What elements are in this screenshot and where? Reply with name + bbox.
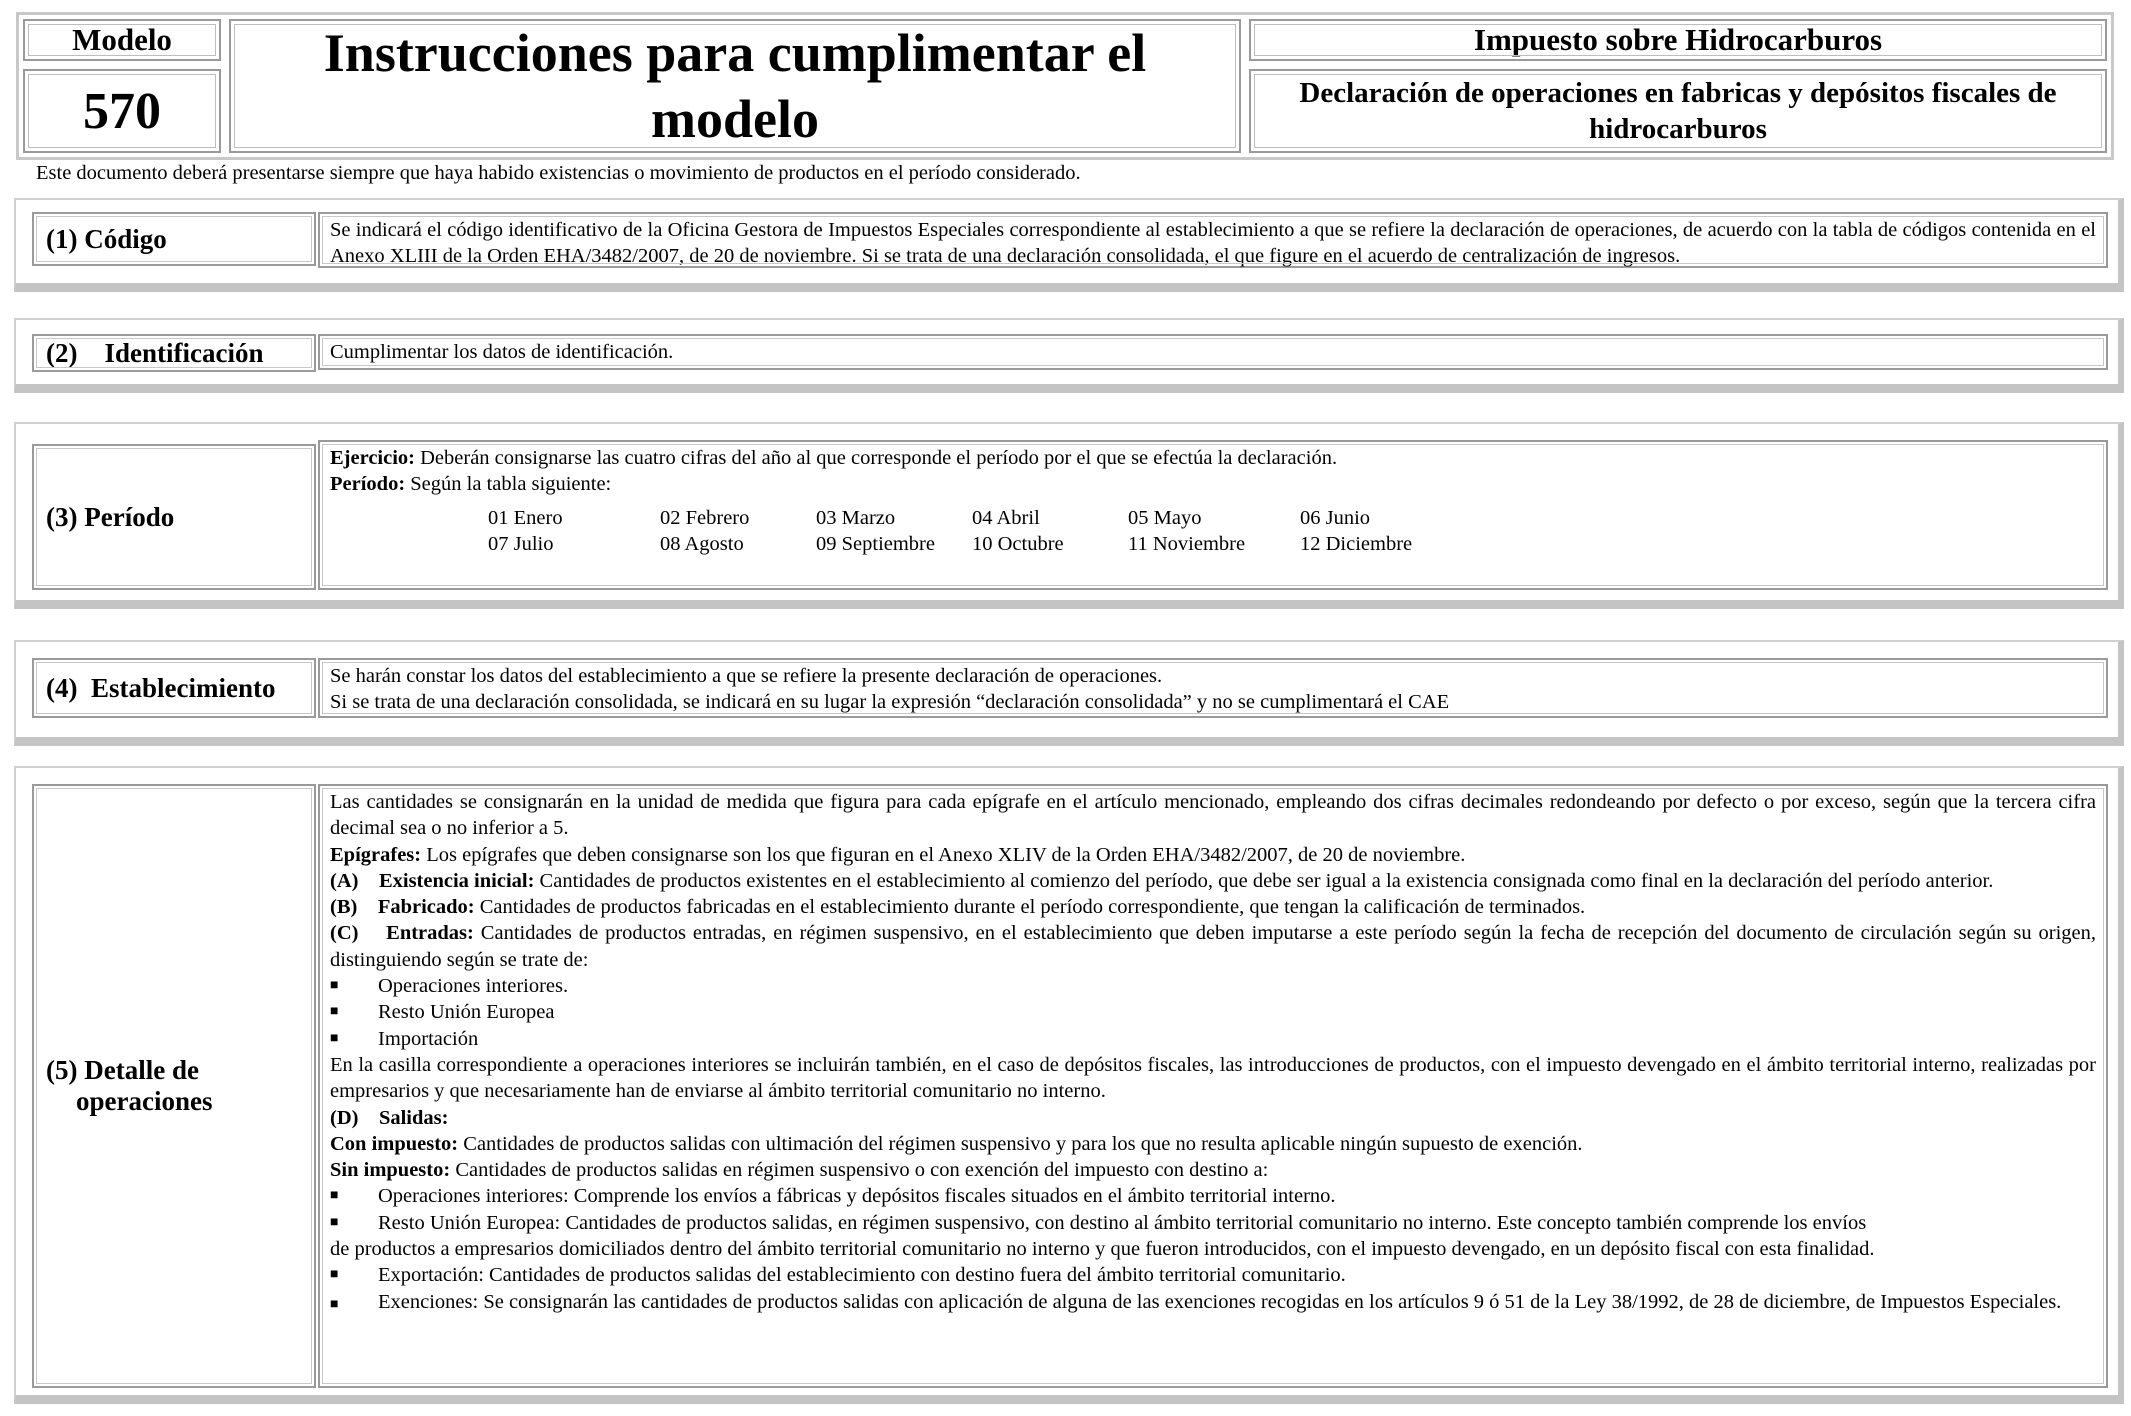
list-item: ■ Operaciones interiores: Comprende los envíos a fábricas y depósitos fiscales situados en el ámbito territorial interno. <box>330 1183 2096 1209</box>
month-cell: 07 Julio <box>488 533 554 555</box>
month-cell: 01 Enero <box>488 507 563 529</box>
month-cell: 02 Febrero <box>660 507 750 529</box>
month-cell: 11 Noviembre <box>1128 533 1246 555</box>
tax-name: Impuesto sobre Hidrocarburos <box>1249 19 2107 61</box>
month-cell: 12 Diciembre <box>1300 533 1413 555</box>
month-cell: 05 Mayo <box>1128 507 1202 529</box>
section-text-establecimiento: Se harán constar los datos del establecimiento a que se refiere la presente declaración de operaciones. Si se trata de una declaración consolidada, se indicará en su lugar la expresión “declaración consolidada” y no se cumplimentará el CAE <box>318 658 2108 718</box>
bullet-square-icon: ■ <box>330 1030 339 1046</box>
modelo-label: Modelo <box>23 19 221 61</box>
intro-note: Este documento deberá presentarse siempre que haya habido existencias o movimiento de productos en el período considerado. <box>36 162 1081 184</box>
section-periodo <box>14 422 2124 609</box>
section-text-identificacion: Cumplimentar los datos de identificación. <box>318 334 2108 370</box>
section-establecimiento <box>14 640 2124 746</box>
declaration-title: Declaración de operaciones en fabricas y depósitos fiscales de hidrocarburos <box>1249 69 2107 153</box>
list-item: ■ Operaciones interiores. <box>330 973 2096 999</box>
month-cell: 09 Septiembre <box>816 533 935 555</box>
month-cell: 10 Octubre <box>972 533 1064 555</box>
form-header <box>16 12 2114 160</box>
month-cell: 08 Agosto <box>660 533 744 555</box>
page-title: Instrucciones para cumplimentar el modelo <box>229 19 1241 153</box>
bullet-square-icon: ■ <box>330 1004 339 1020</box>
month-cell: 03 Marzo <box>816 507 896 529</box>
list-item: ■ Resto Unión Europea: Cantidades de productos salidas, en régimen suspensivo, con destino al ámbito territorial comunitario no interno. Este concepto también comprende los envíos <box>330 1210 2096 1236</box>
section-label-detalle: (5) Detalle de operaciones <box>32 784 316 1388</box>
bullet-square-icon: ■ <box>330 1188 339 1204</box>
section-text-periodo: Ejercicio: Deberán consignarse las cuatro cifras del año al que corresponde el período por el que se efectúa la declaración. Período: Según la tabla siguiente: 01 Enero 02 Febrero 03 Marzo 04 Abril 05 Mayo 06 Junio 07 Julio 08 Agosto 09 Septiembre 10 Octubre 11 Noviembre 12 Diciembre <box>318 440 2108 590</box>
list-item: ■ Importación <box>330 1026 2096 1052</box>
month-cell: 06 Junio <box>1300 507 1371 529</box>
months-table <box>488 505 2096 557</box>
section-identificacion <box>14 318 2124 393</box>
list-item: ■ Exportación: Cantidades de productos salidas del establecimiento con destino fuera del ámbito territorial comunitario. <box>330 1262 2096 1288</box>
bullet-square-icon: ■ <box>330 1214 339 1230</box>
section-codigo <box>14 198 2124 292</box>
section-label-periodo: (3) Período <box>32 444 316 590</box>
section-detalle <box>14 766 2124 1404</box>
section-label-codigo: (1) Código <box>32 212 316 266</box>
section-label-establecimiento: (4) Establecimiento <box>32 658 316 718</box>
bullet-square-icon: ■ <box>330 1296 339 1312</box>
bullet-square-icon: ■ <box>330 1267 339 1283</box>
modelo-number: 570 <box>23 69 221 153</box>
month-cell: 04 Abril <box>972 507 1040 529</box>
section-text-detalle: Las cantidades se consignarán en la unidad de medida que figura para cada epígrafe en el artículo mencionado, empleando dos cifras decimales redondeando por defecto o por exceso, según que la tercera cifra decimal sea o no inferior a 5. Epígrafes: Los epígrafes que deben consignarse son los que figuran en el Anexo XLIV de la Orden EHA/3482/2007, de 20 de noviembre. (A) Existencia inicial: Cantidades de productos existentes en el establecimiento al comienzo del período, que debe ser igual a la existencia consignada como final en la declaración del período anterior. (B) Fabricado: Cantidades de productos fabricadas en el establecimiento durante el período correspondiente, que tengan la calificación de terminados. (C) Entradas: Cantidades de productos entradas, en régimen suspensivo, en el establecimiento que deben imputarse a este período según la fecha de recepción del documento de circulación según su origen, distinguiendo según se trate de: ■ Operaciones interiores. ■ Resto Unión Europea ■ Importación En la casilla correspondiente a operaciones interiores se incluirán también, en el caso de depósitos fiscales, las introducciones de productos, con el impuesto devengado en el ámbito territorial interno, realizadas por empresarios y que necesariamente han de enviarse al ámbito territorial comunitario no interno. (D) Salidas: Con impuesto: Cantidades de productos salidas con ultimación del régimen suspensivo y para los que no resulta aplicable ningún supuesto de exención. Sin impuesto: Cantidades de productos salidas en régimen suspensivo o con exención del impuesto con destino a: ■ Operaciones interiores: Comprende los envíos a fábricas y depósitos fiscales situados en el ámbito territorial interno. ■ Resto Unión Europea: Cantidades de productos salidas, en régimen suspensivo, con destino al ámbito territorial comunitario no interno. Este concepto también comprende los envíos de productos a empresarios domiciliados dentro del ámbito territorial comunitario no interno y que fueron introducidos, con el impuesto devengado, en un depósito fiscal con esta finalidad. ■ Exportación: Cantidades de productos salidas del establecimiento con destino fuera del ámbito territorial comunitario. ■ Exenciones: Se consignarán las cantidades de productos salidas con aplicación de alguna de las exenciones recogidas en los artículos 9 ó 51 de la Ley 38/1992, de 28 de diciembre, de Impuestos Especiales. <box>318 784 2108 1388</box>
list-item: ■ Exenciones: Se consignarán las cantidades de productos salidas con aplicación de alguna de las exenciones recogidas en los artículos 9 ó 51 de la Ley 38/1992, de 28 de diciembre, de Impuestos Especiales. <box>330 1289 2096 1318</box>
section-text-codigo: Se indicará el código identificativo de la Oficina Gestora de Impuestos Especiales correspondiente al establecimiento a que se refiere la declaración de operaciones, de acuerdo con la tabla de códigos contenida en el Anexo XLIII de la Orden EHA/3482/2007, de 20 de noviembre. Si se trata de una declaración consolidada, el que figure en el acuerdo de centralización de ingresos. <box>318 212 2108 268</box>
section-label-identificacion: (2) Identificación <box>32 334 316 372</box>
list-item: ■ Resto Unión Europea <box>330 999 2096 1025</box>
bullet-square-icon: ■ <box>330 978 339 994</box>
